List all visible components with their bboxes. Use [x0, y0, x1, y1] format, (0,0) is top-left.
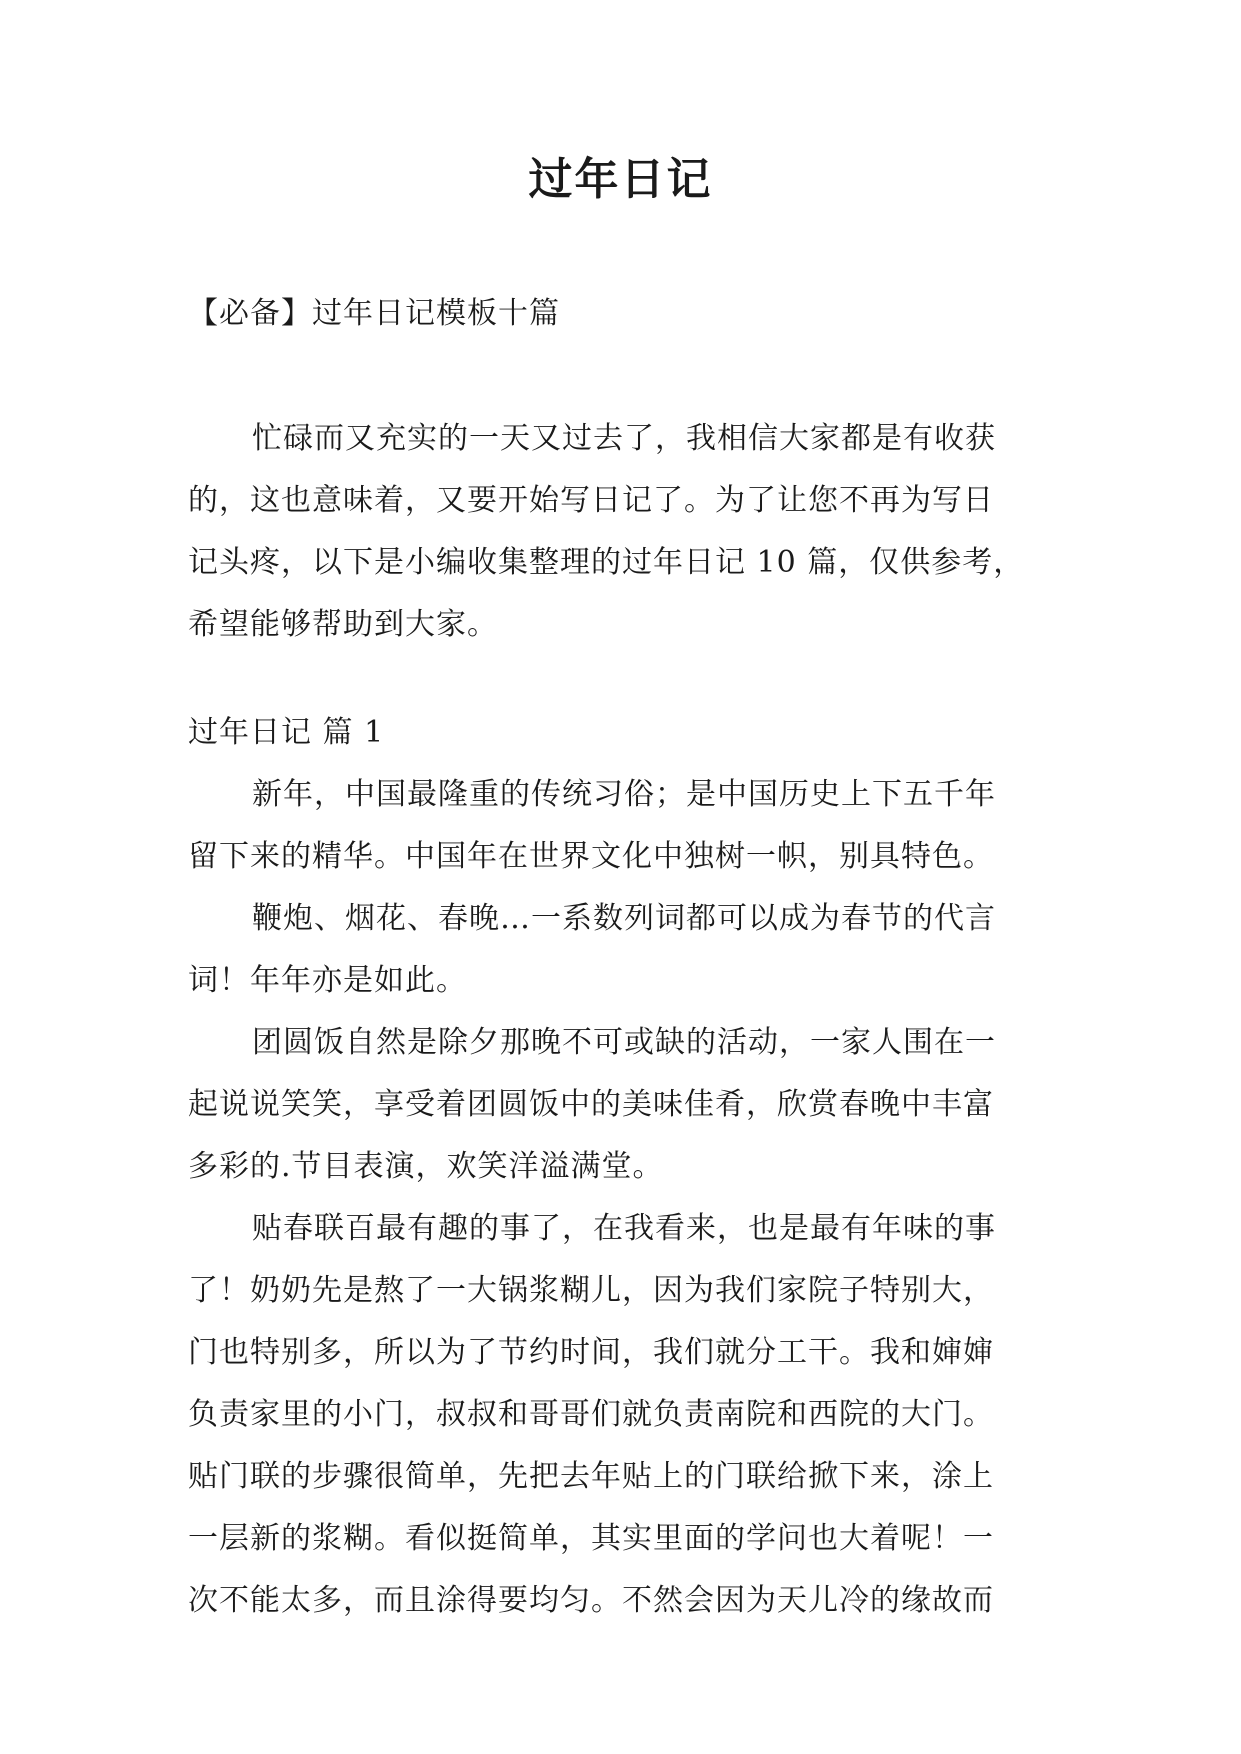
paragraph-line: 了！奶奶先是熬了一大锅浆糊儿，因为我们家院子特别大， [188, 1273, 994, 1308]
intro-line: 希望能够帮助到大家。 [188, 607, 498, 642]
intro-line: 的，这也意味着，又要开始写日记了。为了让您不再为写日 [188, 483, 994, 518]
paragraph-line: 门也特别多，所以为了节约时间，我们就分工干。我和婶婶 [188, 1335, 994, 1370]
paragraph-line: 贴春联百最有趣的事了，在我看来，也是最有年味的事 [252, 1211, 996, 1246]
intro-paragraph [188, 408, 1068, 656]
section-heading: 过年日记 篇 1 [188, 715, 385, 750]
paragraph-line: 鞭炮、烟花、春晚…一系数列词都可以成为春节的代言 [252, 901, 996, 936]
paragraph-line: 贴门联的步骤很简单，先把去年贴上的门联给掀下来，涂上 [188, 1459, 994, 1494]
intro-line: 忙碌而又充实的一天又过去了，我相信大家都是有收获 [252, 421, 996, 456]
paragraph-line: 多彩的.节目表演，欢笑洋溢满堂。 [188, 1149, 664, 1184]
article-section [188, 702, 1068, 1632]
paragraph-line: 团圆饭自然是除夕那晚不可或缺的活动，一家人围在一 [252, 1025, 996, 1060]
paragraph-line: 次不能太多，而且涂得要均匀。不然会因为天儿冷的缘故而 [188, 1583, 994, 1618]
paragraph-line: 一层新的浆糊。看似挺简单，其实里面的学问也大着呢！一 [188, 1521, 994, 1556]
paragraph-line: 起说说笑笑，享受着团圆饭中的美味佳肴，欣赏春晚中丰富 [188, 1087, 994, 1122]
paragraph-line: 新年，中国最隆重的传统习俗；是中国历史上下五千年 [252, 777, 996, 812]
paragraph-line: 负责家里的小门，叔叔和哥哥们就负责南院和西院的大门。 [188, 1397, 994, 1432]
intro-line: 记头疼，以下是小编收集整理的过年日记 10 篇，仅供参考， [188, 545, 1025, 580]
paragraph-line: 留下来的精华。中国年在世界文化中独树一帜，别具特色。 [188, 839, 994, 874]
paragraph-line: 词！年年亦是如此。 [188, 963, 467, 998]
page-title: 过年日记 [528, 154, 713, 205]
document-subtitle: 【必备】过年日记模板十篇 [188, 296, 560, 331]
